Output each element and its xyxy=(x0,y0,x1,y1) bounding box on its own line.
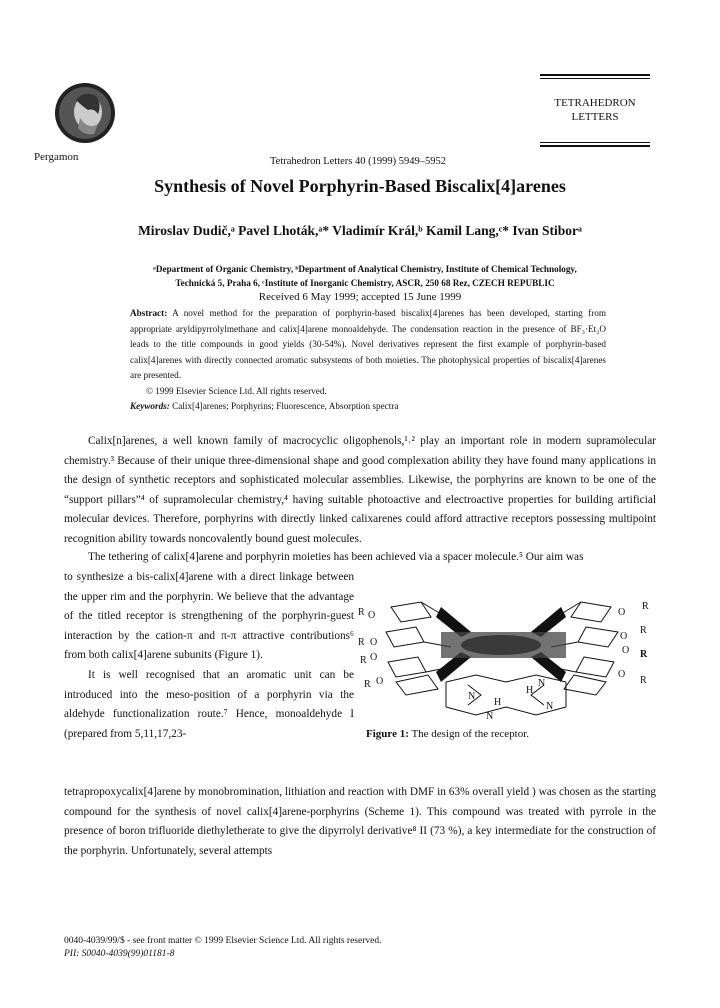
figure-caption-label: Figure 1: xyxy=(366,728,409,740)
figure-caption xyxy=(366,728,529,740)
figure-1-receptor-structure xyxy=(356,587,656,727)
copyright: © 1999 Elsevier Science Ltd. All rights reserved. xyxy=(146,385,327,396)
figure-label-h-2: H xyxy=(526,685,534,696)
journal-name xyxy=(540,96,650,124)
figure-label-r-1: R xyxy=(358,607,365,618)
paragraph-1: Calix[n]arenes, a well known family of macrocyclic oligophenols,¹˒² play an important role in modern supramolecular chemistry.³ Because of their unique three-dimensional shape and good complexation ability they have found many applications in the design of synthetic receptors and sophisticated molecular assemblies. Likewise, the porphyrins are known to be one of the “support pillars”⁴ of supramolecular chemistry,⁴ having suitable photoactive and electroactive properties for building artificial molecular devices. Therefore, porphyrins with directly linked calixarenes could afford attractive receptors possessing multipoint recognition ability towards noncovalently bound guest molecules. xyxy=(64,435,656,545)
figure-label-n-4: N xyxy=(546,701,554,712)
paragraph-3a: to synthesize a bis-calix[4]arene with a direct linkage between the upper rim and the porphyrin. We believe that the advantage of the titled receptor is strengthening of the porphyrin-guest interaction by the cation-π and π-π attractive contributions⁶ from both calix[4]arene subunits (Figure 1). xyxy=(64,571,354,662)
figure-label-r-2: R xyxy=(358,637,365,648)
figure-label-n-3: N xyxy=(486,711,494,722)
figure-caption-text: The design of the receptor. xyxy=(411,728,530,740)
paragraph-3b: It is well recognised that an aromatic unit can be introduced into the meso-position of a porphyrin via the aldehyde functionalization route.⁷ Hence, monoaldehyde I (prepared from 5,11,17,23- xyxy=(64,668,354,740)
paragraph-4: tetrapropoxycalix[4]arene by monobromination, lithiation and reaction with DMF in 63% overall yield ) was chosen as the starting compound for the synthesis of novel calix[4]arene-porphyrins (Scheme 1). This compound was treated with pyrrole in the presence of boron trifluoride diethyletherate to give the dipyrrolyl derivative⁸ II (73 %), a key intermediate for the construction of the porphyrin. Unfortunately, several attempts xyxy=(64,786,656,857)
journal-reference: Tetrahedron Letters 40 (1999) 5949–5952 xyxy=(270,156,446,167)
abstract-label: Abstract: xyxy=(130,308,168,318)
figure-label-o-3: O xyxy=(370,652,378,663)
affiliations xyxy=(100,262,630,290)
figure-label-o-5: O xyxy=(618,607,626,618)
figure-label-r-6: R xyxy=(640,625,647,636)
journal-name-line-1: TETRAHEDRON xyxy=(554,97,636,109)
figure-label-o-4: O xyxy=(376,676,384,687)
keywords-label: Keywords: xyxy=(130,401,170,411)
publisher-name: Pergamon xyxy=(34,151,79,163)
figure-label-o-8: O xyxy=(618,669,626,680)
footer-pii: PII: S0040-4039(99)01181-8 xyxy=(64,949,175,959)
header-rules-top xyxy=(540,74,650,81)
figure-label-o-1: O xyxy=(368,610,376,621)
figure-label-o-2: O xyxy=(370,637,378,648)
figure-label-o-7: O xyxy=(622,645,630,656)
figure-label-o-6: O xyxy=(620,631,628,642)
figure-label-r-3: R xyxy=(360,655,367,666)
footer-copyright: 0040-4039/99/$ - see front matter © 1999 Elsevier Science Ltd. All rights reserved. xyxy=(64,936,382,946)
authors: Miroslav Dudič,ᵃ Pavel Lhoták,ᵃ* Vladimír Král,ᵇ Kamil Lang,ᶜ* Ivan Stiborᵃ xyxy=(138,223,582,238)
keywords xyxy=(130,401,606,411)
paragraph-3-column xyxy=(64,568,354,744)
figure-label-r-5: R xyxy=(642,601,649,612)
keywords-text: Calix[4]arenes; Porphyrins; Fluorescence, Absorption spectra xyxy=(172,401,399,411)
publisher-logo xyxy=(54,82,116,144)
header-rules-bottom xyxy=(540,142,650,149)
figure-label-h-1: H xyxy=(494,697,502,708)
affiliation-line-2: Technická 5, Praha 6, ᶜInstitute of Inorganic Chemistry, ASCR, 250 68 Rez, CZECH REPUBLIC xyxy=(175,278,555,288)
figure-label-n-1: N xyxy=(468,691,476,702)
figure-label-r-7: R xyxy=(640,649,648,660)
abstract-text: A novel method for the preparation of porphyrin-based biscalix[4]arenes has been developed, starting from appropriate aryldipyrrolylmethane and calix[4]arene monoaldehyde. The condensation reaction in the presence of BF₃·Et₂O leads to the title compounds in good yields (30-54%). Novel derivatives represent the first example of porphyrin-based calix[4]arenes with directly connected aromatic subsystems of both moieties. The photophysical properties of biscalix[4]arenes are presented. xyxy=(130,308,606,380)
journal-name-line-2: LETTERS xyxy=(571,111,619,123)
footer xyxy=(64,935,381,961)
figure-label-n-2: N xyxy=(538,678,546,689)
abstract xyxy=(130,306,606,399)
received-dates: Received 6 May 1999; accepted 15 June 1999 xyxy=(258,291,462,303)
paragraph-2: The tethering of calix[4]arene and porphyrin moieties has been achieved via a spacer molecule.⁵ Our aim was xyxy=(88,551,584,563)
figure-label-r-8: R xyxy=(640,675,647,686)
article-title: Synthesis of Novel Porphyrin-Based Biscalix[4]arenes xyxy=(154,176,566,196)
affiliation-line-1: ᵃDepartment of Organic Chemistry, ᵇDepartment of Analytical Chemistry, Institute of Chemical Technology, xyxy=(153,264,577,274)
figure-label-r-4: R xyxy=(364,679,371,690)
